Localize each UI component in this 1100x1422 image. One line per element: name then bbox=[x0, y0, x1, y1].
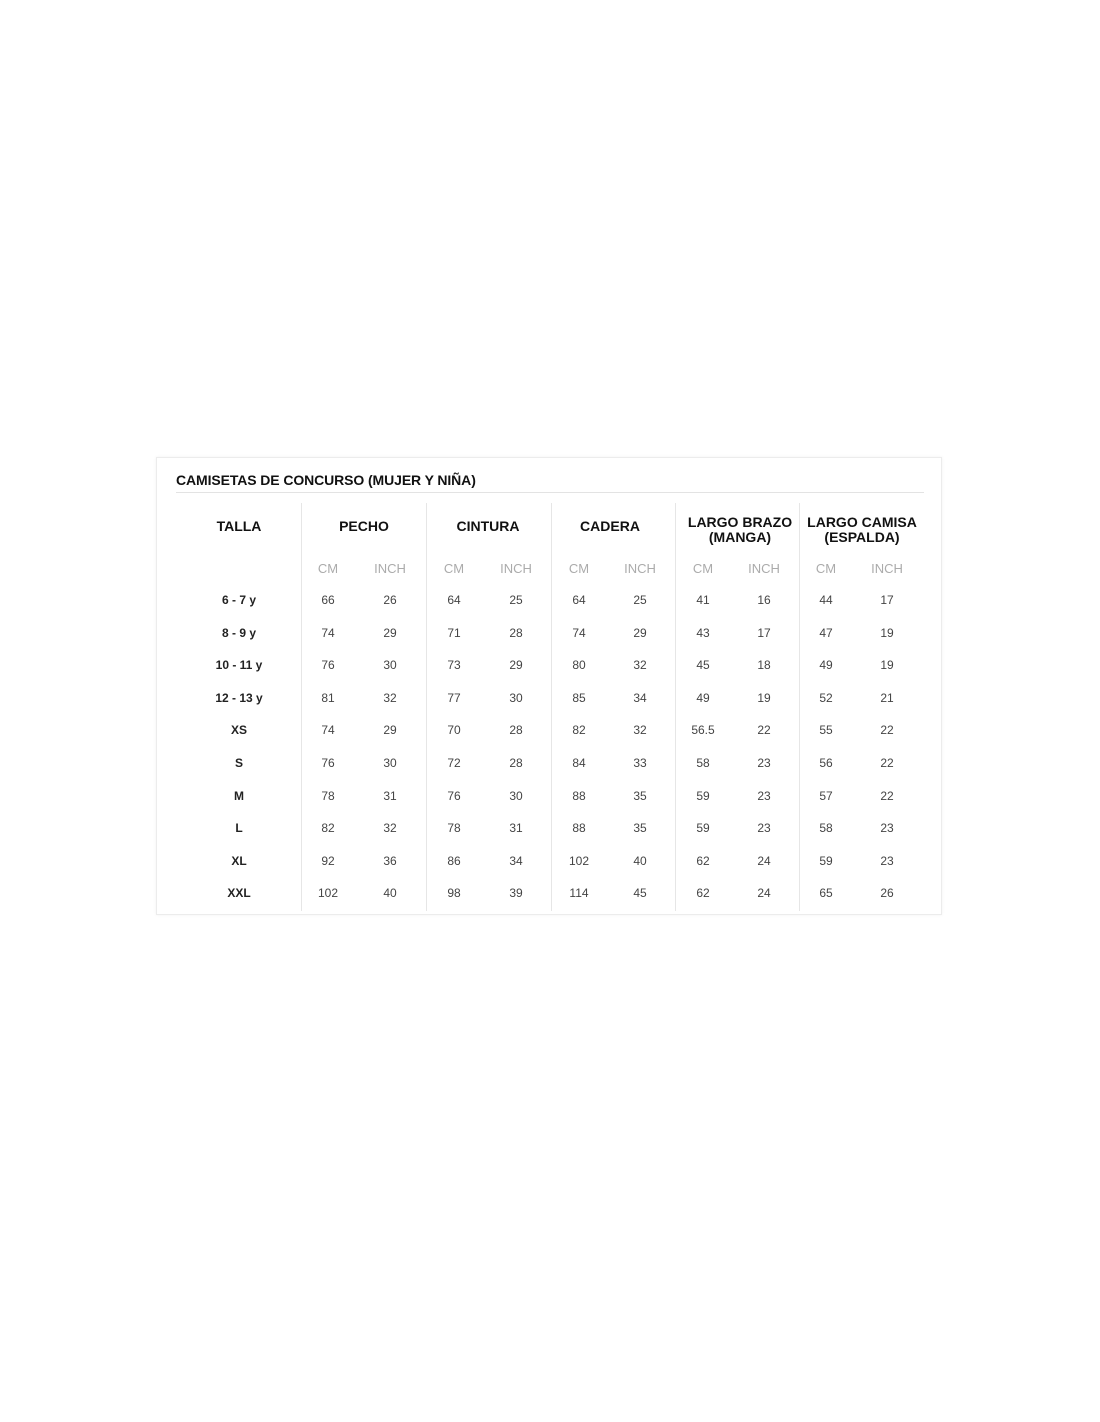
value-cell: 22 bbox=[880, 756, 894, 770]
value-cell: 55 bbox=[819, 723, 833, 738]
unit-label-inch: INCH bbox=[871, 561, 903, 576]
table-row bbox=[157, 854, 941, 874]
table-row bbox=[157, 658, 941, 678]
value-cell: 21 bbox=[880, 690, 894, 705]
value-cell: 82 bbox=[321, 821, 335, 836]
value-cell: 35 bbox=[633, 788, 647, 803]
value-cell: 45 bbox=[633, 886, 647, 901]
unit-label-inch: INCH bbox=[374, 561, 406, 576]
value-cell: 49 bbox=[696, 690, 710, 705]
size-cell: M bbox=[234, 788, 244, 803]
value-cell: 72 bbox=[447, 756, 461, 770]
size-cell: L bbox=[235, 821, 243, 836]
value-cell: 24 bbox=[757, 853, 771, 868]
table-row bbox=[157, 593, 941, 613]
value-cell: 39 bbox=[509, 886, 523, 901]
value-cell: 74 bbox=[572, 625, 586, 640]
value-cell: 22 bbox=[757, 723, 771, 738]
header-group bbox=[792, 515, 932, 545]
value-cell: 81 bbox=[321, 690, 335, 705]
value-cell: 114 bbox=[569, 886, 589, 901]
header-group-line1: PECHO bbox=[339, 518, 389, 534]
unit-label-cm: CM bbox=[815, 561, 837, 576]
size-cell: 10 - 11 y bbox=[215, 658, 263, 673]
size-chart-card bbox=[156, 457, 942, 915]
size-cell: XS bbox=[230, 723, 247, 738]
value-cell: 22 bbox=[880, 788, 894, 803]
value-cell: 32 bbox=[633, 658, 647, 673]
value-cell: 82 bbox=[572, 723, 586, 738]
value-cell: 98 bbox=[447, 886, 461, 901]
value-cell: 40 bbox=[383, 886, 397, 901]
value-cell: 23 bbox=[757, 788, 771, 803]
header-group-line1: CINTURA bbox=[456, 518, 520, 534]
value-cell: 44 bbox=[819, 593, 833, 607]
value-cell: 29 bbox=[383, 625, 397, 640]
value-cell: 32 bbox=[383, 690, 397, 705]
unit-label-inch: INCH bbox=[500, 561, 532, 576]
header-group-line2: (ESPALDA) bbox=[824, 529, 900, 545]
header-group-line2: (MANGA) bbox=[708, 529, 772, 545]
header-group bbox=[540, 519, 680, 534]
value-cell: 28 bbox=[509, 723, 523, 738]
value-cell: 22 bbox=[880, 723, 894, 738]
value-cell: 17 bbox=[880, 593, 894, 607]
value-cell: 62 bbox=[696, 853, 710, 868]
value-cell: 29 bbox=[509, 658, 523, 673]
value-cell: 31 bbox=[509, 821, 523, 836]
value-cell: 86 bbox=[447, 853, 461, 868]
table-row bbox=[157, 723, 941, 743]
table-row bbox=[157, 626, 941, 646]
value-cell: 25 bbox=[509, 593, 523, 607]
value-cell: 65 bbox=[819, 886, 833, 901]
value-cell: 43 bbox=[696, 625, 710, 640]
value-cell: 58 bbox=[696, 756, 710, 770]
unit-label-cm: CM bbox=[317, 561, 339, 576]
value-cell: 28 bbox=[509, 625, 523, 640]
value-cell: 76 bbox=[447, 788, 461, 803]
value-cell: 78 bbox=[447, 821, 461, 836]
value-cell: 28 bbox=[509, 756, 523, 770]
value-cell: 59 bbox=[696, 788, 710, 803]
value-cell: 30 bbox=[383, 658, 397, 673]
value-cell: 66 bbox=[321, 593, 335, 607]
value-cell: 25 bbox=[633, 593, 647, 607]
value-cell: 56.5 bbox=[691, 723, 715, 738]
size-cell: XL bbox=[231, 853, 247, 868]
unit-label-inch: INCH bbox=[748, 561, 780, 576]
value-cell: 30 bbox=[509, 690, 523, 705]
size-cell: 8 - 9 y bbox=[221, 625, 257, 640]
value-cell: 26 bbox=[383, 593, 397, 607]
size-cell: 6 - 7 y bbox=[221, 593, 257, 607]
value-cell: 30 bbox=[509, 788, 523, 803]
value-cell: 59 bbox=[696, 821, 710, 836]
value-cell: 102 bbox=[317, 886, 339, 901]
value-cell: 18 bbox=[757, 658, 771, 673]
value-cell: 64 bbox=[572, 593, 586, 607]
value-cell: 80 bbox=[572, 658, 586, 673]
value-cell: 34 bbox=[509, 853, 523, 868]
value-cell: 23 bbox=[757, 756, 771, 770]
value-cell: 52 bbox=[819, 690, 833, 705]
chart-title: CAMISETAS DE CONCURSO (MUJER Y NIÑA) bbox=[176, 472, 476, 488]
value-cell: 49 bbox=[819, 658, 833, 673]
value-cell: 74 bbox=[321, 723, 335, 738]
value-cell: 35 bbox=[633, 821, 647, 836]
value-cell: 56 bbox=[819, 756, 833, 770]
value-cell: 19 bbox=[880, 658, 894, 673]
value-cell: 23 bbox=[880, 853, 894, 868]
unit-label-cm: CM bbox=[443, 561, 465, 576]
unit-label-inch: INCH bbox=[624, 561, 656, 576]
value-cell: 30 bbox=[383, 756, 397, 770]
value-cell: 47 bbox=[819, 625, 833, 640]
value-cell: 71 bbox=[447, 625, 461, 640]
value-cell: 29 bbox=[383, 723, 397, 738]
value-cell: 34 bbox=[633, 690, 647, 705]
value-cell: 45 bbox=[696, 658, 710, 673]
value-cell: 76 bbox=[321, 756, 335, 770]
table-row bbox=[157, 756, 941, 776]
value-cell: 88 bbox=[572, 821, 586, 836]
header-group-line1: LARGO BRAZO bbox=[687, 514, 793, 530]
header-talla: TALLA bbox=[216, 518, 262, 534]
title-divider bbox=[176, 492, 924, 493]
value-cell: 74 bbox=[321, 625, 335, 640]
value-cell: 16 bbox=[757, 593, 771, 607]
value-cell: 77 bbox=[447, 690, 461, 705]
value-cell: 23 bbox=[757, 821, 771, 836]
value-cell: 64 bbox=[447, 593, 461, 607]
value-cell: 32 bbox=[383, 821, 397, 836]
value-cell: 31 bbox=[383, 788, 397, 803]
value-cell: 76 bbox=[321, 658, 335, 673]
table-row bbox=[157, 691, 941, 711]
value-cell: 36 bbox=[383, 853, 397, 868]
header-group-line1: LARGO CAMISA bbox=[807, 514, 917, 530]
header-group bbox=[670, 515, 810, 545]
value-cell: 57 bbox=[819, 788, 833, 803]
value-cell: 88 bbox=[572, 788, 586, 803]
value-cell: 78 bbox=[321, 788, 335, 803]
value-cell: 102 bbox=[568, 853, 590, 868]
value-cell: 19 bbox=[880, 625, 894, 640]
header-group bbox=[294, 519, 434, 534]
value-cell: 41 bbox=[696, 593, 710, 607]
value-cell: 32 bbox=[633, 723, 647, 738]
value-cell: 84 bbox=[572, 756, 586, 770]
unit-label-cm: CM bbox=[568, 561, 590, 576]
value-cell: 62 bbox=[696, 886, 710, 901]
table-row bbox=[157, 821, 941, 841]
size-cell: XXL bbox=[227, 886, 251, 901]
value-cell: 26 bbox=[880, 886, 894, 901]
table-row bbox=[157, 789, 941, 809]
value-cell: 58 bbox=[819, 821, 833, 836]
value-cell: 59 bbox=[819, 853, 833, 868]
header-group-line1: CADERA bbox=[580, 518, 640, 534]
header-group bbox=[418, 519, 558, 534]
value-cell: 92 bbox=[321, 853, 335, 868]
value-cell: 24 bbox=[757, 886, 771, 901]
value-cell: 73 bbox=[447, 658, 461, 673]
value-cell: 70 bbox=[447, 723, 461, 738]
size-cell: 12 - 13 y bbox=[215, 690, 263, 705]
value-cell: 85 bbox=[572, 690, 586, 705]
value-cell: 29 bbox=[633, 625, 647, 640]
value-cell: 23 bbox=[880, 821, 894, 836]
size-cell: S bbox=[234, 756, 243, 770]
value-cell: 17 bbox=[757, 625, 771, 640]
value-cell: 33 bbox=[633, 756, 647, 770]
table-row bbox=[157, 886, 941, 906]
value-cell: 19 bbox=[757, 690, 771, 705]
value-cell: 40 bbox=[633, 853, 647, 868]
unit-label-cm: CM bbox=[692, 561, 714, 576]
